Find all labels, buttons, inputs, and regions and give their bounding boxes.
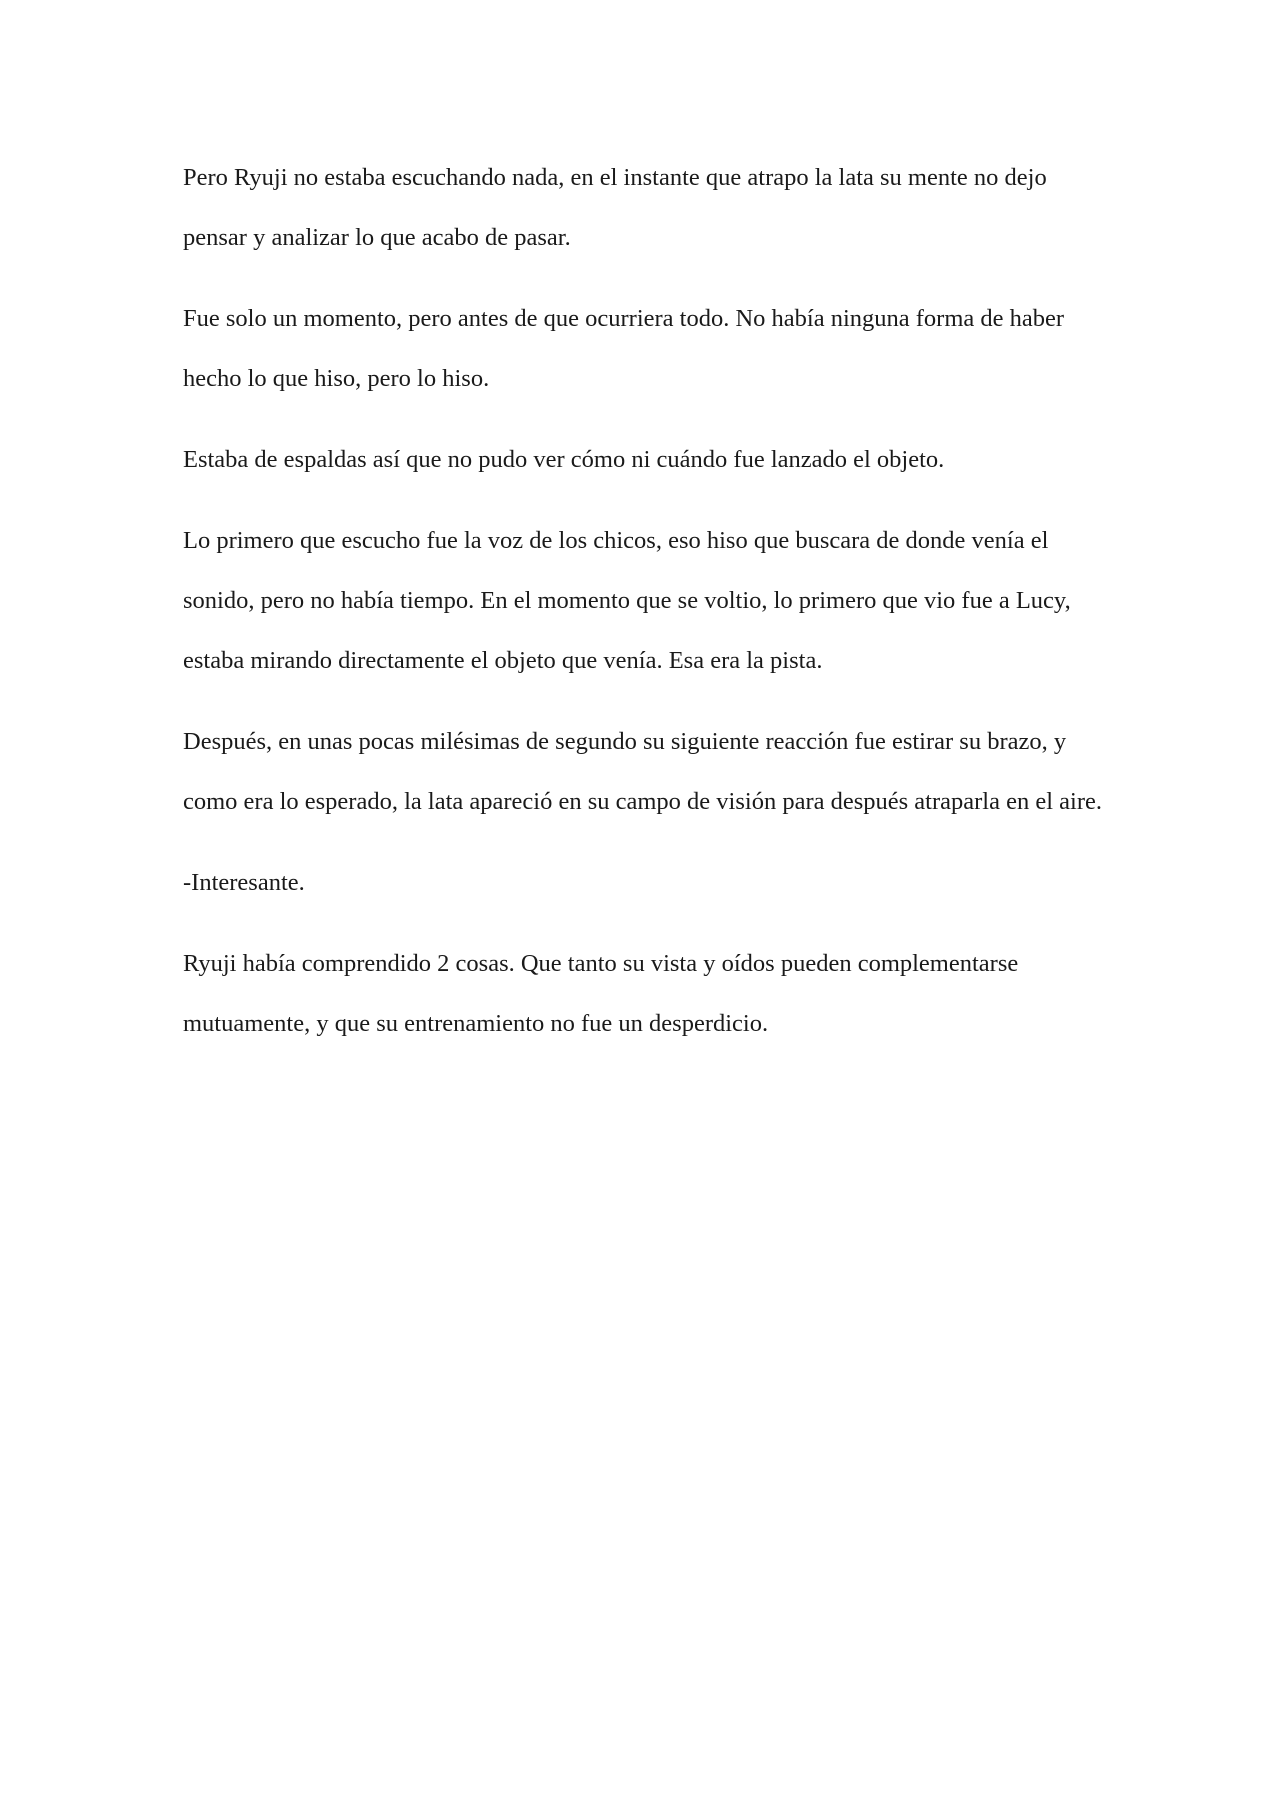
paragraph-4: Lo primero que escucho fue la voz de los chicos, eso hiso que buscara de donde venía el sonido, pero no había tiempo. En el momento que se voltio, lo primero que vio fue a Lucy, estaba mirando directamente el objeto que venía. Esa era la pista. [183,527,1071,674]
paragraph-2: Fue solo un momento, pero antes de que ocurriera todo. No había ninguna forma de haber hecho lo que hiso, pero lo hiso. [183,305,1065,392]
paragraph-3: Estaba de espaldas así que no pudo ver cómo ni cuándo fue lanzado el objeto. [183,446,945,473]
paragraph-7: Ryuji había comprendido 2 cosas. Que tanto su vista y oídos pueden complementarse mutuamente, y que su entrenamiento no fue un desperdicio. [183,950,1019,1037]
paragraph-1: Pero Ryuji no estaba escuchando nada, en el instante que atrapo la lata su mente no dejo pensar y analizar lo que acabo de pasar. [183,164,1047,251]
body-text [183,148,1103,1075]
paragraph-5: Después, en unas pocas milésimas de segundo su siguiente reacción fue estirar su brazo, y como era lo esperado, la lata apareció en su campo de visión para después atraparla en el aire. [183,728,1103,815]
paragraph-6: -Interesante. [183,869,305,896]
